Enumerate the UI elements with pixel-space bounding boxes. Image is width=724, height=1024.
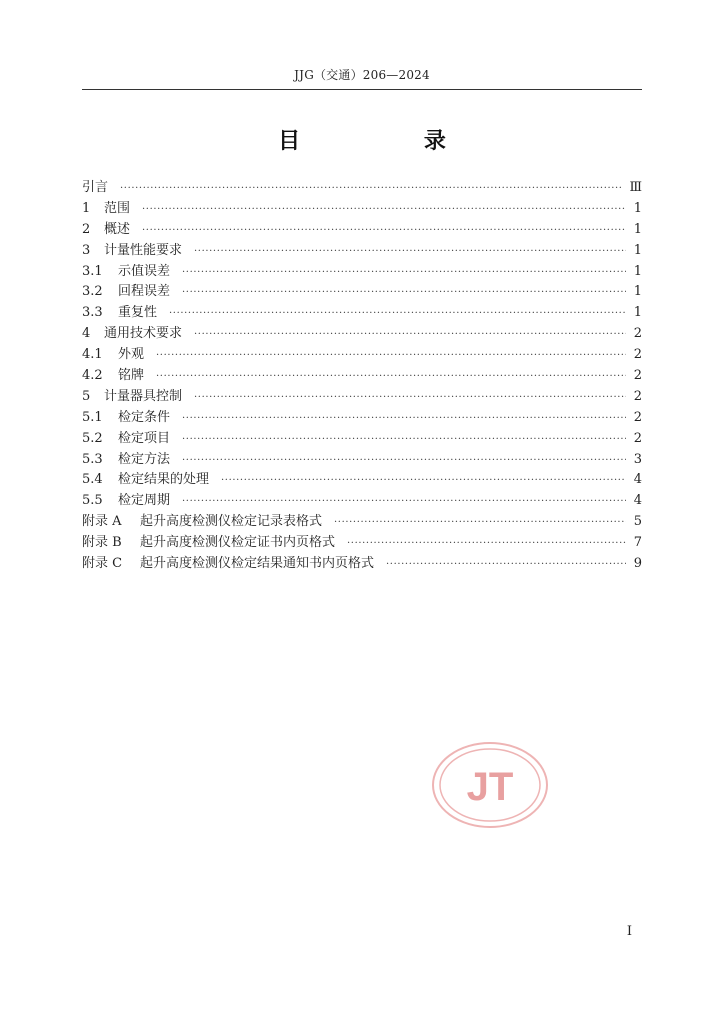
toc-entry-title: 外观 — [118, 347, 145, 363]
toc-entry-title: 检定方法 — [118, 451, 171, 467]
toc-entry-page: 2 — [633, 409, 642, 425]
table-of-contents — [82, 178, 642, 575]
toc-entry[interactable] — [82, 366, 642, 387]
toc-entry-label — [82, 429, 170, 450]
toc-entry-label — [82, 241, 182, 262]
toc-entry-label — [82, 554, 374, 575]
toc-entry-title: 检定周期 — [118, 493, 171, 509]
toc-dot-leader — [182, 492, 626, 513]
jt-watermark-logo — [430, 740, 550, 830]
toc-entry-label — [82, 324, 182, 345]
toc-entry-label — [82, 491, 170, 512]
toc-entry[interactable] — [82, 512, 642, 533]
toc-entry-label — [82, 262, 170, 283]
toc-dot-leader — [194, 242, 626, 263]
toc-dot-leader — [142, 221, 626, 242]
running-header: JJG（交通）206—2024 — [294, 68, 430, 82]
toc-entry-title: 检定项目 — [118, 430, 171, 446]
toc-entry[interactable] — [82, 324, 642, 345]
toc-dot-leader — [347, 534, 626, 555]
toc-entry[interactable] — [82, 220, 642, 241]
toc-dot-leader — [120, 179, 623, 200]
toc-entry-label — [82, 199, 130, 220]
toc-entry-page: 1 — [633, 263, 642, 279]
toc-entry-title: 铭牌 — [118, 368, 145, 384]
toc-entry-number: 4 — [82, 326, 91, 342]
toc-entry-title: 起升高度检测仪检定证书内页格式 — [140, 535, 336, 551]
toc-entry-label — [82, 387, 182, 408]
toc-entry-title: 计量性能要求 — [104, 242, 183, 258]
toc-entry-title: 通用技术要求 — [104, 326, 183, 342]
toc-entry-number: 5 — [82, 388, 91, 404]
toc-entry-label — [82, 345, 144, 366]
toc-dot-leader — [142, 200, 626, 221]
toc-dot-leader — [182, 283, 626, 304]
stamp-lettering: JT — [466, 765, 514, 809]
toc-entry-number: 5.2 — [82, 430, 103, 446]
toc-entry-title: 回程误差 — [118, 284, 171, 300]
toc-entry-title: 起升高度检测仪检定记录表格式 — [140, 514, 323, 530]
toc-entry-label — [82, 303, 157, 324]
toc-dot-leader — [182, 409, 626, 430]
toc-entry[interactable] — [82, 450, 642, 471]
toc-entry-number: 附录 C — [82, 556, 123, 572]
toc-entry-page: 2 — [633, 430, 642, 446]
toc-entry-page: 2 — [633, 347, 642, 363]
toc-entry[interactable] — [82, 387, 642, 408]
toc-entry-label — [82, 408, 170, 429]
toc-entry-label — [82, 366, 144, 387]
toc-entry-title: 检定结果的处理 — [118, 472, 210, 488]
page-number: I — [626, 924, 632, 939]
toc-entry-title: 范围 — [104, 200, 131, 216]
toc-entry-title: 示值误差 — [118, 263, 171, 279]
toc-entry-title: 计量器具控制 — [104, 388, 183, 404]
toc-entry-page: 1 — [633, 284, 642, 300]
toc-entry-page: 2 — [633, 388, 642, 404]
toc-entry[interactable] — [82, 199, 642, 220]
toc-dot-leader — [182, 451, 626, 472]
toc-entry-label — [82, 178, 108, 199]
toc-entry-title: 重复性 — [118, 305, 158, 321]
toc-entry-label — [82, 470, 209, 491]
toc-dot-leader — [156, 367, 626, 388]
toc-entry[interactable] — [82, 533, 642, 554]
toc-entry-title: 起升高度检测仪检定结果通知书内页格式 — [140, 556, 375, 572]
toc-dot-leader — [156, 346, 626, 367]
toc-entry-number: 4.1 — [82, 347, 103, 363]
toc-entry-number: 5.1 — [82, 409, 103, 425]
toc-entry-page: 1 — [633, 200, 642, 216]
toc-entry-number: 附录 A — [82, 514, 122, 530]
toc-entry[interactable] — [82, 241, 642, 262]
toc-entry-page: Ⅲ — [629, 180, 642, 195]
toc-dot-leader — [194, 325, 626, 346]
toc-entry-page: 1 — [633, 242, 642, 258]
toc-entry-number: 4.2 — [82, 368, 103, 384]
toc-entry-number: 5.5 — [82, 493, 103, 509]
toc-entry-number: 3.3 — [82, 305, 103, 321]
toc-entry-page: 1 — [633, 221, 642, 237]
toc-entry[interactable] — [82, 345, 642, 366]
toc-entry[interactable] — [82, 282, 642, 303]
toc-entry-page: 5 — [633, 514, 642, 530]
toc-entry-number: 5.4 — [82, 472, 103, 488]
toc-entry-page: 4 — [633, 472, 642, 488]
toc-entry-page: 1 — [633, 305, 642, 321]
toc-entry-page: 3 — [633, 451, 642, 467]
toc-entry-title: 检定条件 — [118, 409, 171, 425]
toc-entry-number: 3.2 — [82, 284, 103, 300]
toc-dot-leader — [386, 555, 626, 576]
toc-entry-page: 2 — [633, 368, 642, 384]
toc-dot-leader — [194, 388, 626, 409]
toc-dot-leader — [221, 471, 626, 492]
toc-entry-number: 3 — [82, 242, 91, 258]
toc-entry-number: 1 — [82, 200, 91, 216]
toc-entry-label — [82, 282, 170, 303]
toc-entry[interactable] — [82, 303, 642, 324]
toc-entry-label — [82, 512, 322, 533]
toc-entry[interactable] — [82, 470, 642, 491]
toc-dot-leader — [182, 263, 626, 284]
toc-entry-number: 2 — [82, 221, 91, 237]
toc-entry[interactable] — [82, 554, 642, 575]
toc-entry-label — [82, 220, 130, 241]
toc-entry-label — [82, 533, 335, 554]
toc-entry[interactable] — [82, 408, 642, 429]
toc-entry-page: 4 — [633, 493, 642, 509]
toc-entry-page: 2 — [633, 326, 642, 342]
toc-entry-number: 附录 B — [82, 535, 122, 551]
toc-dot-leader — [182, 430, 626, 451]
page-title: 目 录 — [278, 128, 504, 154]
toc-entry[interactable] — [82, 429, 642, 450]
toc-entry[interactable] — [82, 491, 642, 512]
toc-entry[interactable] — [82, 178, 642, 199]
toc-dot-leader — [169, 304, 626, 325]
toc-dot-leader — [334, 513, 626, 534]
toc-entry-number: 3.1 — [82, 263, 103, 279]
toc-entry-page: 9 — [633, 556, 642, 572]
toc-entry-page: 7 — [633, 535, 642, 551]
toc-entry[interactable] — [82, 262, 642, 283]
toc-entry-label — [82, 450, 170, 471]
toc-entry-number: 5.3 — [82, 451, 103, 467]
toc-entry-title: 引言 — [82, 180, 109, 195]
header-divider — [82, 89, 642, 90]
toc-entry-title: 概述 — [104, 221, 131, 237]
